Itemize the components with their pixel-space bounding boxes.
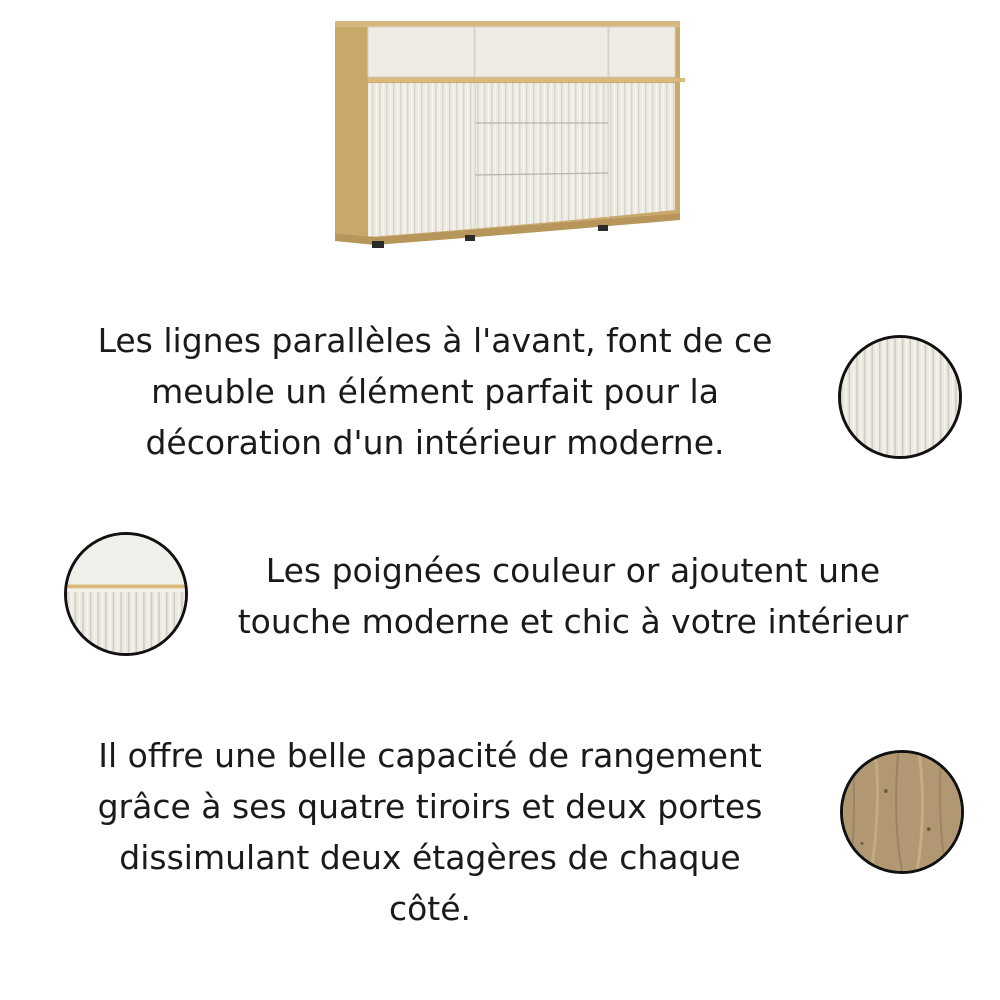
sideboard-illustration — [330, 15, 685, 250]
feature-2-line-1: Les poignées couleur or ajoutent une — [265, 551, 881, 590]
feature-3-line-1: Il offre une belle capacité de rangement — [98, 736, 762, 775]
product-image — [330, 15, 685, 250]
feature-text-storage — [25, 730, 835, 934]
feature-1-line-1: Les lignes parallèles à l'avant, font de ce — [97, 321, 773, 360]
oak-wood-swatch-icon — [840, 750, 964, 874]
feature-3-line-3: dissimulant deux étagères de chaque — [119, 838, 741, 877]
feature-2-line-2: touche moderne et chic à votre intérieur — [237, 602, 909, 641]
gold-handle-swatch-icon — [64, 532, 188, 656]
feature-1-line-3: décoration d'un intérieur moderne. — [145, 423, 725, 462]
feature-3-line-4: côté. — [388, 889, 472, 928]
feature-1-line-2: meuble un élément parfait pour la — [151, 372, 719, 411]
feature-3-line-2: grâce à ses quatre tiroirs et deux portes — [97, 787, 763, 826]
feature-text-gold-handles — [188, 545, 958, 647]
feature-text-fluted-lines — [30, 315, 840, 468]
fluted-texture-swatch-icon — [838, 335, 962, 459]
